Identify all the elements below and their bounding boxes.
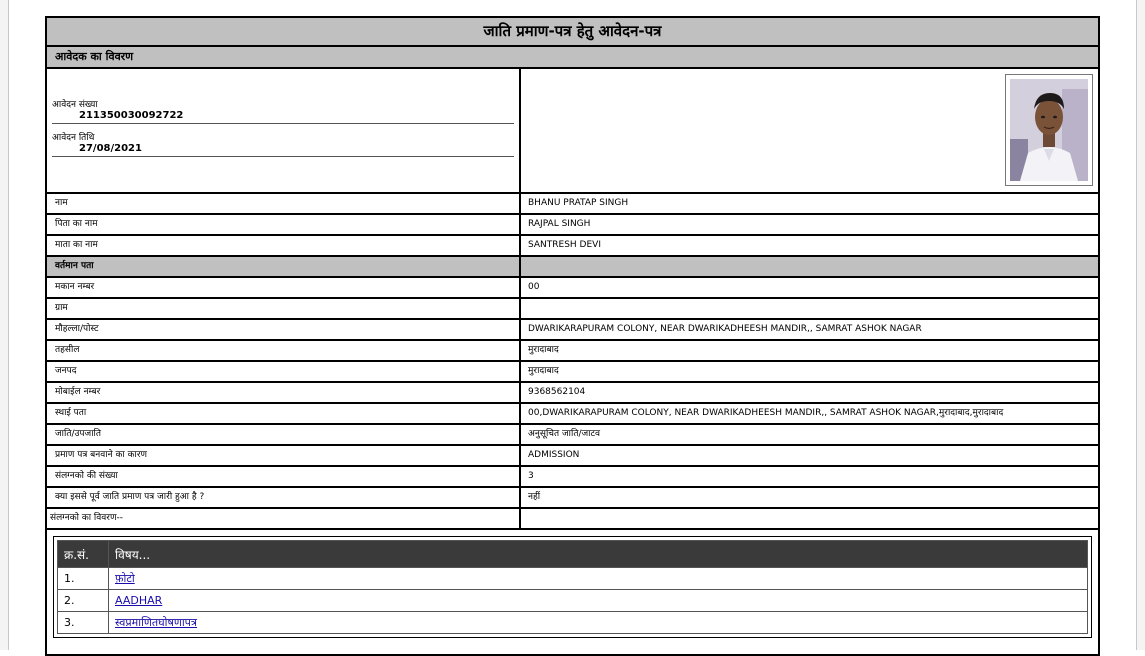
tehsil-value: मुरादाबाद — [528, 345, 559, 355]
mother-name-label: माता का नाम — [47, 236, 521, 255]
table-row — [58, 568, 1088, 590]
applicant-photo-image — [1010, 79, 1088, 181]
table-row — [58, 612, 1088, 634]
table-row — [47, 446, 1098, 467]
table-row — [47, 488, 1098, 509]
attachment-number: 1. — [58, 568, 109, 590]
applicant-photo-frame — [1005, 74, 1093, 186]
column-serial-number: क्र.सं. — [58, 541, 109, 568]
district-value: मुरादाबाद — [528, 366, 559, 376]
table-row — [47, 194, 1098, 215]
reason-value: ADMISSION — [528, 450, 580, 460]
previous-certificate-value: नहीं — [528, 492, 541, 502]
attachment-count-label: संलग्नको की संख्या — [47, 467, 521, 486]
attachment-count-value: 3 — [528, 471, 534, 481]
caste-value: अनुसूचित जाति/जाटव — [528, 429, 601, 439]
table-row — [47, 341, 1098, 362]
caste-label: जाति/उपजाति — [47, 425, 521, 444]
attachments-section — [47, 530, 1098, 638]
mobile-value: 9368562104 — [528, 387, 586, 397]
tehsil-label: तहसील — [47, 341, 521, 360]
divider — [52, 156, 514, 157]
attachment-link-self-declaration[interactable]: स्वप्रमाणितघोषणापत्र — [115, 616, 197, 629]
father-name-value: RAJPAL SINGH — [528, 219, 591, 229]
table-row — [47, 404, 1098, 425]
table-row — [47, 215, 1098, 236]
village-value — [521, 299, 1098, 318]
mother-name-value: SANTRESH DEVI — [528, 240, 601, 250]
attachment-number: 2. — [58, 590, 109, 612]
table-row — [47, 362, 1098, 383]
mobile-label: मोबाईल नम्बर — [47, 383, 521, 402]
address-section-blank — [521, 257, 1098, 276]
house-number-value: 00 — [528, 282, 540, 292]
permanent-address-value: 00,DWARIKARAPURAM COLONY, NEAR DWARIKADHEESH MANDIR,, SAMRAT ASHOK NAGAR,मुरादाबाद,मुरादाबाद — [528, 408, 1004, 418]
attachment-number: 3. — [58, 612, 109, 634]
father-name-label: पिता का नाम — [47, 215, 521, 234]
attachment-link-aadhar[interactable]: AADHAR — [115, 594, 163, 607]
address-section-title: वर्तमान पता — [47, 257, 521, 276]
village-label: ग्राम — [47, 299, 521, 318]
attachments-table — [57, 540, 1088, 634]
table-row — [47, 425, 1098, 446]
table-row — [47, 278, 1098, 299]
application-number-label: आवेदन संख्या — [52, 100, 98, 110]
table-row — [47, 236, 1098, 257]
application-date: 27/08/2021 — [79, 143, 142, 154]
attachment-cell — [109, 568, 1088, 590]
form-title: जाति प्रमाण-पत्र हेतु आवेदन-पत्र — [47, 18, 1098, 47]
application-number: 211350030092722 — [79, 110, 184, 121]
application-date-label: आवेदन तिथि — [52, 133, 95, 143]
attachments-details-label: संलग्नको का विवरण-- — [47, 509, 521, 528]
permanent-address-label: स्थाई पता — [47, 404, 521, 423]
application-details — [47, 69, 521, 192]
table-row — [58, 590, 1088, 612]
table-row — [47, 299, 1098, 320]
table-row — [47, 467, 1098, 488]
photo-cell — [521, 69, 1098, 192]
divider — [52, 123, 514, 124]
table-row — [47, 383, 1098, 404]
house-number-label: मकान नम्बर — [47, 278, 521, 297]
locality-label: मौहल्ला/पोस्ट — [47, 320, 521, 339]
applicant-section-header: आवेदक का विवरण — [47, 47, 1098, 69]
attachments-details-blank — [521, 509, 1098, 528]
applicant-photo — [1010, 79, 1088, 181]
name-value: BHANU PRATAP SINGH — [528, 198, 629, 208]
attachment-cell — [109, 612, 1088, 634]
name-label: नाम — [47, 194, 521, 213]
window-frame-right — [1136, 0, 1145, 650]
table-row — [47, 509, 1098, 530]
address-section-header — [47, 257, 1098, 278]
column-subject: विषय... — [109, 541, 1088, 568]
attachment-cell — [109, 590, 1088, 612]
application-info-block — [47, 69, 1098, 194]
attachments-header-row — [58, 541, 1088, 568]
attachment-link-photo[interactable]: फ़ोटो — [115, 572, 135, 585]
table-row — [47, 320, 1098, 341]
reason-label: प्रमाण पत्र बनवाने का कारण — [47, 446, 521, 465]
attachments-table-frame — [53, 536, 1092, 638]
locality-value: DWARIKARAPURAM COLONY, NEAR DWARIKADHEESH MANDIR,, SAMRAT ASHOK NAGAR — [528, 324, 922, 334]
application-form — [45, 16, 1100, 656]
district-label: जनपद — [47, 362, 521, 381]
window-frame-left — [0, 0, 9, 650]
previous-certificate-label: क्या इससे पूर्व जाति प्रमाण पत्र जारी हुआ है ? — [47, 488, 521, 507]
